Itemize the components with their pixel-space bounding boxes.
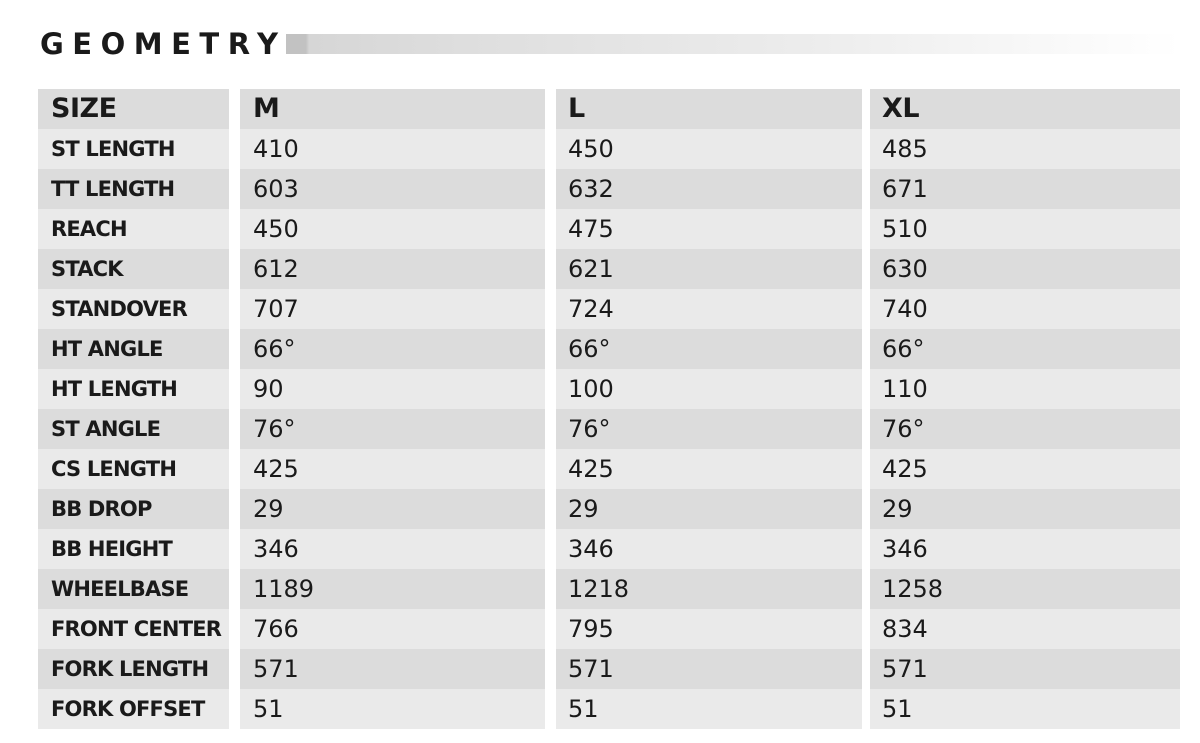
- value-cell-l: 29: [556, 489, 862, 529]
- value-cell-l: 795: [556, 609, 862, 649]
- value-cell-m: 76°: [240, 409, 545, 449]
- row-label: HT ANGLE: [38, 329, 229, 369]
- value-cell-m: 571: [240, 649, 545, 689]
- value-cell-m: 603: [240, 169, 545, 209]
- row-label: WHEELBASE: [38, 569, 229, 609]
- value-cell-xl: 1258: [870, 569, 1180, 609]
- table-row: [38, 689, 1180, 729]
- row-label: STANDOVER: [38, 289, 229, 329]
- header-size-xl: XL: [870, 89, 1180, 129]
- value-cell-m: 612: [240, 249, 545, 289]
- value-cell-xl: 66°: [870, 329, 1180, 369]
- table-row: [38, 209, 1180, 249]
- value-cell-m: 410: [240, 129, 545, 169]
- table-body: [38, 129, 1180, 729]
- table-row: [38, 129, 1180, 169]
- table-row: [38, 609, 1180, 649]
- value-cell-l: 425: [556, 449, 862, 489]
- row-label: FORK LENGTH: [38, 649, 229, 689]
- value-cell-xl: 346: [870, 529, 1180, 569]
- value-cell-xl: 671: [870, 169, 1180, 209]
- value-cell-xl: 76°: [870, 409, 1180, 449]
- value-cell-m: 90: [240, 369, 545, 409]
- table-header-row: [38, 89, 1180, 129]
- header-size-label: SIZE: [38, 89, 229, 129]
- value-cell-l: 51: [556, 689, 862, 729]
- value-cell-m: 1189: [240, 569, 545, 609]
- value-cell-l: 346: [556, 529, 862, 569]
- value-cell-l: 571: [556, 649, 862, 689]
- table-row: [38, 329, 1180, 369]
- table-row: [38, 649, 1180, 689]
- value-cell-xl: 51: [870, 689, 1180, 729]
- table-row: [38, 489, 1180, 529]
- row-label: BB DROP: [38, 489, 229, 529]
- value-cell-l: 724: [556, 289, 862, 329]
- value-cell-m: 29: [240, 489, 545, 529]
- table-row: [38, 529, 1180, 569]
- value-cell-xl: 29: [870, 489, 1180, 529]
- table-row: [38, 289, 1180, 329]
- table-row: [38, 449, 1180, 489]
- table-row: [38, 369, 1180, 409]
- value-cell-m: 450: [240, 209, 545, 249]
- geometry-table: [38, 89, 1180, 729]
- row-label: STACK: [38, 249, 229, 289]
- value-cell-xl: 110: [870, 369, 1180, 409]
- value-cell-l: 76°: [556, 409, 862, 449]
- value-cell-xl: 571: [870, 649, 1180, 689]
- value-cell-xl: 630: [870, 249, 1180, 289]
- value-cell-xl: 834: [870, 609, 1180, 649]
- value-cell-l: 100: [556, 369, 862, 409]
- row-label: CS LENGTH: [38, 449, 229, 489]
- value-cell-l: 450: [556, 129, 862, 169]
- title-gradient-bar: [286, 34, 1180, 54]
- value-cell-l: 632: [556, 169, 862, 209]
- value-cell-m: 51: [240, 689, 545, 729]
- value-cell-xl: 740: [870, 289, 1180, 329]
- row-label: ST ANGLE: [38, 409, 229, 449]
- table-row: [38, 569, 1180, 609]
- table-row: [38, 409, 1180, 449]
- value-cell-m: 766: [240, 609, 545, 649]
- row-label: REACH: [38, 209, 229, 249]
- header-size-m: M: [240, 89, 545, 129]
- value-cell-m: 346: [240, 529, 545, 569]
- row-label: TT LENGTH: [38, 169, 229, 209]
- row-label: FORK OFFSET: [38, 689, 229, 729]
- header-size-l: L: [556, 89, 862, 129]
- row-label: ST LENGTH: [38, 129, 229, 169]
- value-cell-m: 707: [240, 289, 545, 329]
- value-cell-xl: 425: [870, 449, 1180, 489]
- table-row: [38, 169, 1180, 209]
- value-cell-l: 66°: [556, 329, 862, 369]
- row-label: FRONT CENTER: [38, 609, 229, 649]
- value-cell-m: 425: [240, 449, 545, 489]
- table-row: [38, 249, 1180, 289]
- value-cell-l: 621: [556, 249, 862, 289]
- row-label: HT LENGTH: [38, 369, 229, 409]
- title-row: [40, 26, 1180, 62]
- value-cell-m: 66°: [240, 329, 545, 369]
- value-cell-xl: 510: [870, 209, 1180, 249]
- row-label: BB HEIGHT: [38, 529, 229, 569]
- value-cell-xl: 485: [870, 129, 1180, 169]
- value-cell-l: 475: [556, 209, 862, 249]
- page-title: GEOMETRY: [40, 27, 287, 61]
- value-cell-l: 1218: [556, 569, 862, 609]
